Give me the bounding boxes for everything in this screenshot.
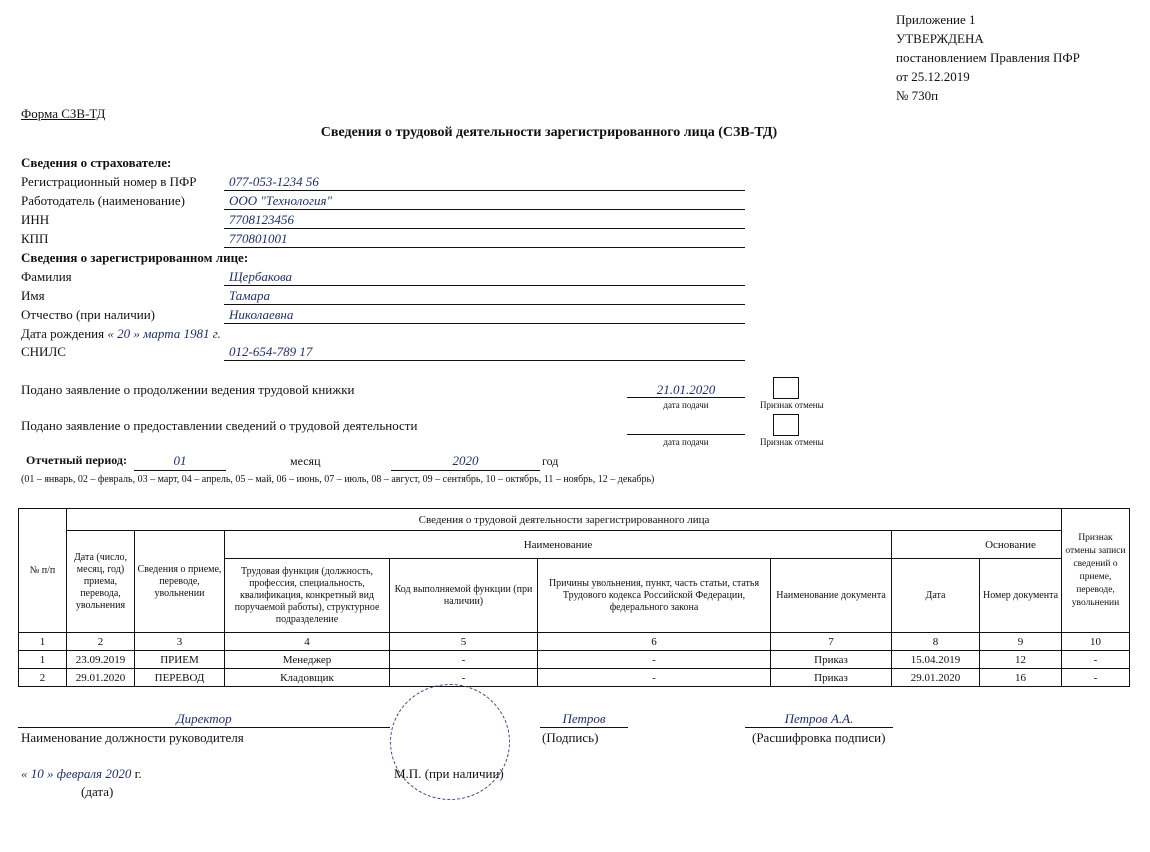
field-label: КПП [21,231,49,246]
decode-label: (Расшифровка подписи) [752,730,886,745]
period-legend: (01 – январь, 02 – февраль, 03 – март, 04 – апрель, 05 – май, 06 – июнь, 07 – июль, 08 – август, 09 – сентябрь, 10 – октябрь, 11 – ноябрь, 12 – декабрь) [21,474,655,485]
table-cell: 1 [19,651,67,669]
birth-quote-open: « [107,326,114,341]
position-value: Директор [176,711,232,726]
table-cell: 16 [980,669,1062,687]
field-underline [224,304,745,305]
column-number: 3 [135,633,225,651]
col-docname-header: Наименование документа [771,559,892,633]
field-value: Щербакова [229,269,293,284]
appendix-line: от 25.12.2019 [896,69,970,84]
table-cell: 29.01.2020 [67,669,135,687]
signature-underline [540,727,628,728]
table-cell: 29.01.2020 [892,669,980,687]
column-number: 10 [1062,633,1130,651]
col-code-header: Код выполняемой функции (при наличии) [390,559,538,633]
appendix-line: Приложение 1 [896,12,976,27]
col-info-header: Сведения о приеме, переводе, увольнении [135,531,225,633]
date-underline [627,434,745,435]
signature-value: Петров [562,711,606,726]
person-heading: Сведения о зарегистрированном лице: [21,250,249,265]
table-cell: 2 [19,669,67,687]
col-function-header: Трудовая функция (должность, профессия, специальность, квалификация, конкретный вид поручаемой работы), структурное подразделение [225,559,390,633]
page-title: Сведения о трудовой деятельности зарегистрированного лица (СЗВ-ТД) [320,125,778,140]
date-label: (дата) [81,784,114,799]
field-underline [224,209,745,210]
birth-label: Дата рождения [21,326,105,341]
stamp-circle [390,684,510,800]
statement-label: Подано заявление о предоставлении сведений о трудовой деятельности [21,418,418,433]
field-label: Регистрационный номер в ПФР [21,174,197,189]
birth-month-year: марта 1981 г. [143,326,221,341]
group-main-header: Сведения о трудовой деятельности зарегистрированного лица [67,509,1062,531]
table-cell: - [1062,669,1130,687]
field-underline [224,190,745,191]
appendix-line: постановлением Правления ПФР [896,50,1080,65]
col-num-header: № п/п [19,509,67,633]
date-caption: дата подачи [663,400,709,410]
cancel-checkbox[interactable] [773,414,799,436]
table-cell: - [390,669,538,687]
table-cell: ПРИЕМ [135,651,225,669]
field-value: Николаевна [229,307,294,322]
table-row [19,651,1130,669]
snils-label: СНИЛС [21,344,66,359]
field-underline [224,323,745,324]
work-history-table [18,508,1130,687]
table-cell: ПЕРЕВОД [135,669,225,687]
col-docdate-header: Дата [892,559,980,633]
field-underline [224,247,745,248]
statement-label: Подано заявление о продолжении ведения трудовой книжки [21,382,355,397]
snils-value: 012-654-789 17 [229,344,313,359]
date-underline [627,397,745,398]
period-month-label: месяц [290,454,321,468]
group-basis-header: Основание [892,531,1130,559]
signature-label: (Подпись) [542,730,599,745]
column-number: 4 [225,633,390,651]
position-label: Наименование должности руководителя [21,730,244,745]
table-cell: 12 [980,651,1062,669]
date-suffix: г. [134,766,142,781]
table-cell: 23.09.2019 [67,651,135,669]
column-number: 8 [892,633,980,651]
table-row [19,669,1130,687]
field-label: Работодатель (наименование) [21,193,185,208]
cancel-caption: Признак отмены [760,437,824,447]
table-cell: 15.04.2019 [892,651,980,669]
column-number: 2 [67,633,135,651]
position-underline [18,727,390,728]
birth-quote-close: » [133,326,140,341]
statement-date: 21.01.2020 [656,382,716,397]
cancel-checkbox[interactable] [773,377,799,399]
period-year-label: год [542,454,559,468]
year-underline [391,470,540,471]
appendix-line: № 730п [896,88,939,103]
field-value: 7708123456 [229,212,294,227]
field-underline [224,228,745,229]
period-month-value: 01 [173,453,187,468]
table-cell: - [538,651,771,669]
field-value: 770801001 [229,231,288,246]
period-year-value: 2020 [452,453,479,468]
date-month-year: февраля 2020 [56,766,132,781]
date-caption: дата подачи [663,437,709,447]
column-number: 5 [390,633,538,651]
column-number: 6 [538,633,771,651]
group-name-header: Наименование [225,531,892,559]
table-cell: Приказ [771,651,892,669]
cancel-caption: Признак отмены [760,400,824,410]
field-label: Отчество (при наличии) [21,307,156,322]
period-label: Отчетный период: [26,453,127,467]
field-underline [224,285,745,286]
stamp-label: М.П. (при наличии) [394,766,504,781]
appendix-block [896,10,1080,105]
column-number-row [19,633,1130,651]
date-quote-close: » [47,766,54,781]
table-cell: Кладовщик [225,669,390,687]
table-cell: Приказ [771,669,892,687]
column-number: 7 [771,633,892,651]
field-value: 077-053-1234 56 [229,174,319,189]
birth-day: 20 [117,326,131,341]
decode-underline [745,727,893,728]
field-label: Имя [21,288,45,303]
insurer-heading: Сведения о страхователе: [21,155,172,170]
table-cell: - [1062,651,1130,669]
table-cell: - [538,669,771,687]
table-cell: Менеджер [225,651,390,669]
col-date-header: Дата (число, месяц, год) приема, перевода, увольнения [67,531,135,633]
field-underline [224,360,745,361]
appendix-line: УТВЕРЖДЕНА [896,31,984,46]
form-label: Форма СЗВ-ТД [21,106,106,121]
col-docnum-header: Номер документа [980,559,1062,633]
field-label: ИНН [21,212,50,227]
column-number: 9 [980,633,1062,651]
decode-value: Петров А.А. [784,711,854,726]
column-number: 1 [19,633,67,651]
col-cancel-header: Признак отмены записи сведений о приеме, переводе, увольнении [1062,509,1130,633]
field-value: ООО "Технология" [229,193,333,208]
field-value: Тамара [229,288,271,303]
table-cell: - [390,651,538,669]
field-label: Фамилия [21,269,72,284]
birth-date [21,326,221,342]
month-underline [134,470,226,471]
date-quote-open: « [21,766,28,781]
sign-date [21,766,142,782]
col-reasons-header: Причины увольнения, пункт, часть статьи, статья Трудового кодекса Российской Федерации, федерального закона [538,559,771,633]
date-day: 10 [30,766,44,781]
